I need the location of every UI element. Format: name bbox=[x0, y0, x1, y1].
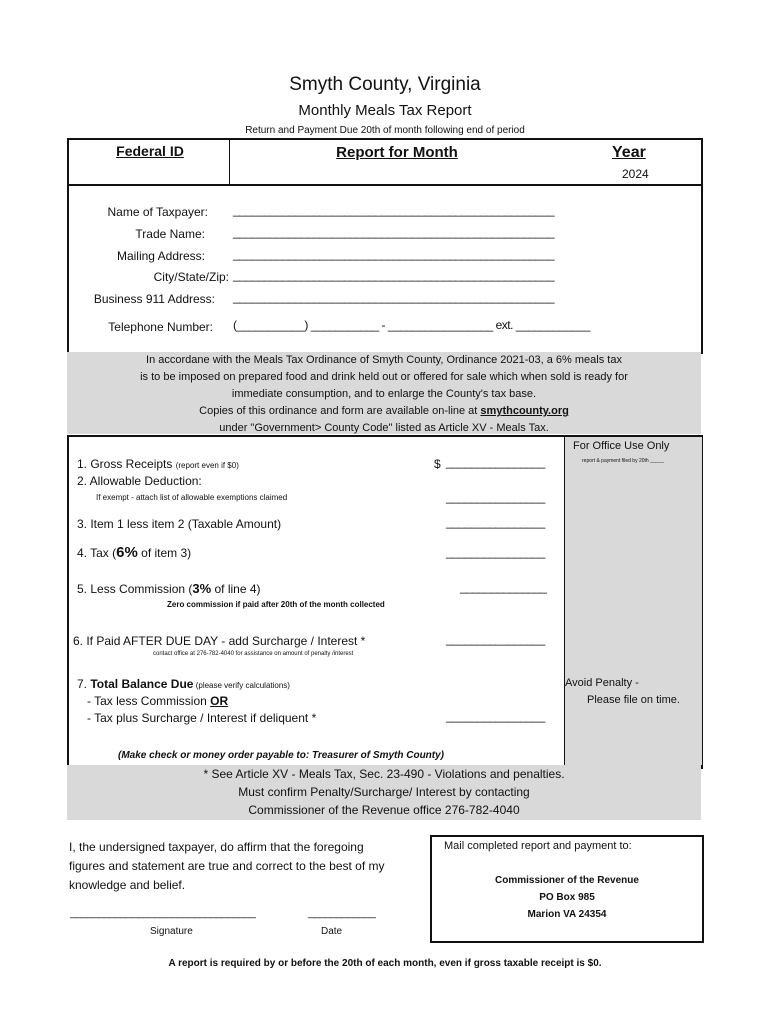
ordinance-notice bbox=[67, 352, 701, 434]
notice-line: under "Government> County Code" listed as Article XV - Meals Tax. bbox=[219, 422, 549, 434]
affirm-line: figures and statement are true and correct to the best of my bbox=[69, 859, 385, 873]
mail-address bbox=[432, 872, 702, 923]
item-6-note: contact office at 276-782-4040 for assistance on amount of penalty /interest bbox=[153, 651, 354, 657]
total-balance-field[interactable]: ________________ bbox=[446, 709, 545, 723]
item-text: - Tax less Commission bbox=[87, 694, 211, 708]
deduction-field[interactable]: ________________ bbox=[446, 490, 545, 504]
gross-receipts-field[interactable]: ________________ bbox=[446, 455, 545, 469]
total-balance-label: Total Balance Due bbox=[90, 677, 194, 691]
item-text: of line 4) bbox=[211, 582, 261, 596]
mailing-field[interactable]: ____________________________________________________ bbox=[233, 247, 555, 261]
mail-box: PO Box 985 bbox=[539, 892, 595, 903]
penalty-notice bbox=[67, 765, 701, 820]
item-7 bbox=[77, 677, 290, 691]
avoid-penalty-label: Avoid Penalty - bbox=[565, 677, 639, 689]
item-5 bbox=[77, 581, 261, 596]
penalty-line: Must confirm Penalty/Surcharge/ Interest by contacting bbox=[238, 785, 530, 799]
name-field[interactable]: ____________________________________________________ bbox=[233, 203, 555, 217]
report-month-label: Report for Month bbox=[336, 144, 458, 161]
item-6: 6. If Paid AFTER DUE DAY - add Surcharge / Interest * bbox=[73, 634, 366, 648]
signature-label: Signature bbox=[150, 926, 193, 937]
item-label: 1. Gross Receipts bbox=[77, 457, 173, 471]
required-note: A report is required by or before the 20th of each month, even if gross taxable receipt is $0. bbox=[168, 958, 602, 969]
item-note: (please verify calculations) bbox=[193, 681, 290, 690]
office-use-label: For Office Use Only bbox=[573, 440, 670, 452]
mail-heading: Mail completed report and payment to: bbox=[444, 840, 632, 852]
mailing-label: Mailing Address: bbox=[116, 249, 205, 263]
date-field[interactable]: ____________ bbox=[308, 907, 376, 919]
city-label: City/State/Zip: bbox=[153, 270, 229, 284]
phone-field[interactable]: (___________) ___________ - _________________ ext. ____________ bbox=[233, 318, 590, 332]
item-text: of item 3) bbox=[137, 546, 192, 560]
item-2: 2. Allowable Deduction: bbox=[77, 474, 202, 488]
payable-note: (Make check or money order payable to: Treasurer of Smyth County) bbox=[118, 750, 445, 761]
tax-rate: 6% bbox=[116, 544, 138, 561]
tax-field[interactable]: ________________ bbox=[446, 545, 545, 559]
notice-line: is to be imposed on prepared food and drink held out or offered for sale which when sold is ready for bbox=[140, 371, 628, 383]
office-use-column bbox=[564, 437, 702, 765]
penalty-line: Commissioner of the Revenue office 276-782-4040 bbox=[248, 803, 520, 817]
date-label: Date bbox=[321, 926, 343, 937]
file-on-time-label: Please file on time. bbox=[587, 694, 680, 706]
page-title: Smyth County, Virginia bbox=[289, 74, 481, 95]
item-text: 4. Tax ( bbox=[77, 546, 117, 560]
mail-name: Commissioner of the Revenue bbox=[495, 875, 639, 886]
item-4 bbox=[77, 544, 191, 561]
commission-rate: 3% bbox=[192, 581, 212, 596]
item-text: 7. bbox=[77, 677, 91, 691]
divider bbox=[67, 184, 701, 186]
notice-line: immediate consumption, and to enlarge the County's tax base. bbox=[231, 388, 537, 400]
affirm-line: knowledge and belief. bbox=[69, 878, 186, 892]
surcharge-field[interactable]: ________________ bbox=[446, 632, 545, 646]
item-3: 3. Item 1 less item 2 (Taxable Amount) bbox=[77, 517, 282, 531]
federal-id-label: Federal ID bbox=[116, 143, 184, 159]
year-label: Year bbox=[612, 144, 646, 161]
due-line: Return and Payment Due 20th of month following end of period bbox=[245, 125, 525, 136]
mail-city: Marion VA 24354 bbox=[527, 909, 607, 920]
dollar-sign: $ bbox=[434, 457, 441, 471]
business-label: Business 911 Address: bbox=[93, 292, 215, 306]
office-note: report & payment filed by 20th _____ bbox=[582, 458, 664, 464]
item-text: 5. Less Commission ( bbox=[77, 582, 193, 596]
affirmation bbox=[69, 838, 409, 895]
or-label: OR bbox=[210, 694, 229, 708]
name-label: Name of Taxpayer: bbox=[107, 205, 208, 219]
page-subtitle: Monthly Meals Tax Report bbox=[298, 102, 472, 119]
item-7a bbox=[87, 694, 228, 708]
signature-field[interactable]: _________________________________ bbox=[70, 907, 256, 919]
trade-label: Trade Name: bbox=[135, 227, 205, 241]
notice-line: In accordane with the Meals Tax Ordinance of Smyth County, Ordinance 2021-03, a 6% meals tax bbox=[146, 354, 622, 366]
penalty-line: * See Article XV - Meals Tax, Sec. 23-490 - Violations and penalties. bbox=[203, 767, 565, 781]
commission-field[interactable]: ______________ bbox=[460, 580, 547, 594]
year-value: 2024 bbox=[622, 167, 649, 181]
phone-label: Telephone Number: bbox=[108, 320, 213, 334]
taxable-amount-field[interactable]: ________________ bbox=[446, 515, 545, 529]
item-note: (report even if $0) bbox=[175, 461, 239, 470]
trade-field[interactable]: ____________________________________________________ bbox=[233, 225, 555, 239]
affirm-line: I, the undersigned taxpayer, do affirm that the foregoing bbox=[69, 840, 364, 854]
county-website-link[interactable]: smythcounty.org bbox=[480, 405, 569, 417]
notice-text: Copies of this ordinance and form are available on-line at bbox=[199, 405, 481, 417]
item-7b: - Tax plus Surcharge / Interest if deliquent * bbox=[87, 711, 317, 725]
item-5-note: Zero commission if paid after 20th of the month collected bbox=[167, 600, 385, 609]
item-1 bbox=[77, 457, 239, 471]
city-field[interactable]: ____________________________________________________ bbox=[233, 268, 555, 282]
item-2-note: If exempt - attach list of allowable exemptions claimed bbox=[96, 493, 288, 502]
notice-line bbox=[67, 403, 701, 420]
business-field[interactable]: ____________________________________________________ bbox=[233, 290, 555, 304]
